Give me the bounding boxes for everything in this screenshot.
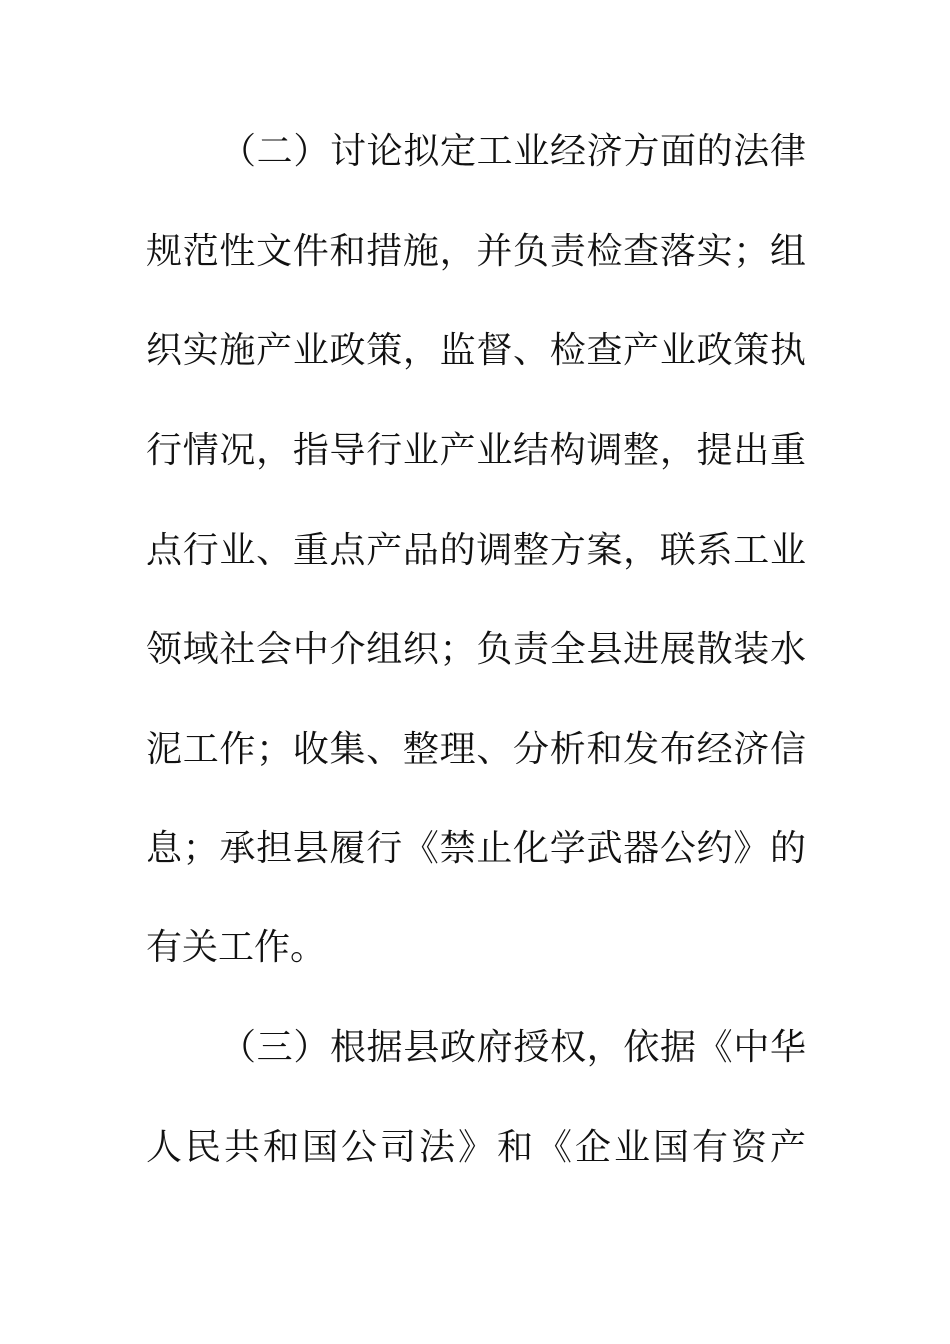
paragraph-2-line-3: 织实施产业政策，监督、检查产业政策执 xyxy=(146,330,806,371)
paragraph-2-line-2: 规范性文件和措施，并负责检查落实；组 xyxy=(146,231,806,272)
paragraph-2-line-1: （二）讨论拟定工业经济方面的法律 xyxy=(220,131,806,172)
paragraph-2-line-7: 泥工作；收集、整理、分析和发布经济信 xyxy=(146,729,806,770)
paragraph-3-line-1: （三）根据县政府授权，依据《中华 xyxy=(220,1027,806,1068)
paragraph-3-line-2: 人民共和国公司法》和《企业国有资产 xyxy=(146,1127,806,1168)
paragraph-2-line-8: 息；承担县履行《禁止化学武器公约》的 xyxy=(146,828,806,869)
paragraph-2-line-5: 点行业、重点产品的调整方案，联系工业 xyxy=(146,530,806,571)
paragraph-2-line-4: 行情况，指导行业产业结构调整，提出重 xyxy=(146,430,806,471)
paragraph-2-line-6: 领域社会中介组织；负责全县进展散装水 xyxy=(146,629,806,670)
paragraph-2-line-9: 有关工作。 xyxy=(146,927,327,968)
